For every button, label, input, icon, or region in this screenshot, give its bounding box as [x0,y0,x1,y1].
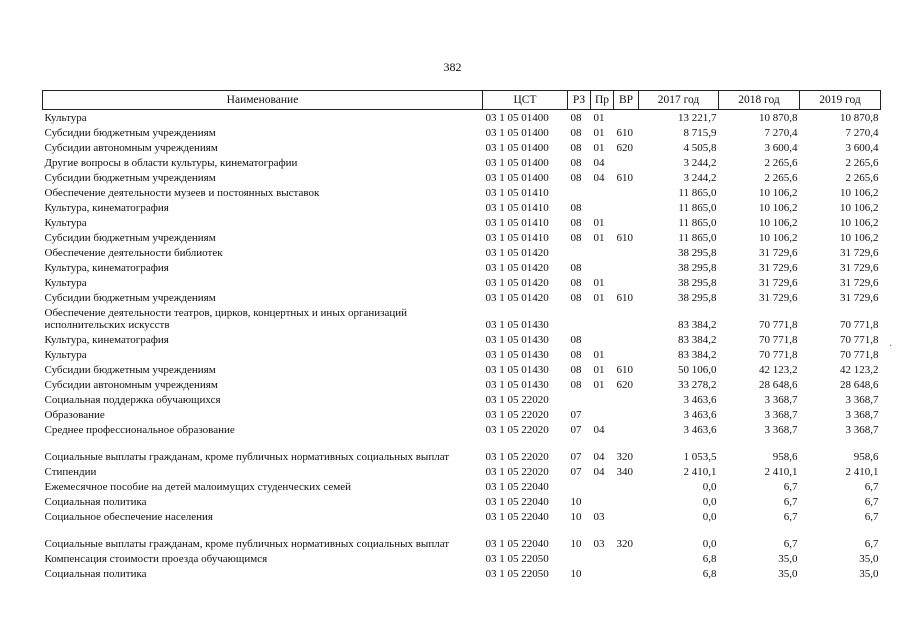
row-rz [568,551,591,566]
row-value-2019: 3 368,7 [845,409,879,422]
row-value-2017: 11 865,0 [678,187,717,200]
row-rz: 08 [570,112,582,125]
row-rz: 08 [570,349,582,362]
row-name: Субсидии бюджетным учреждениям [44,292,216,305]
row-value-2017: 2 410,1 [683,466,717,479]
row-rz: 07 [570,451,582,464]
row-value-2017: 0,0 [702,511,717,524]
row-pr [591,200,614,215]
row-value-2017: 38 295,8 [678,247,717,260]
row-pr: 01 [593,112,605,125]
row-value-2019: 10 106,2 [840,232,879,245]
row-value-2018: 6,7 [783,538,798,551]
row-vr [614,305,639,332]
table-row [43,437,881,464]
row-rz: 10 [570,538,582,551]
row-vr [614,407,639,422]
row-value-2018: 958,6 [772,451,798,464]
row-rz: 08 [570,172,582,185]
row-pr: 01 [593,232,605,245]
row-pr: 01 [593,217,605,230]
row-value-2018: 10 106,2 [759,202,798,215]
row-value-2017: 3 463,6 [683,424,717,437]
row-rz: 08 [570,379,582,392]
row-value-2018: 31 729,6 [759,292,798,305]
row-value-2019: 10 106,2 [840,217,879,230]
row-value-2017: 6,8 [702,568,717,581]
row-value-2017: 33 278,2 [678,379,717,392]
row-code: 03 1 05 01420 [485,292,549,305]
row-name: Культура, кинематография [44,334,169,347]
row-rz: 08 [570,262,582,275]
row-name: Субсидии бюджетным учреждениям [44,172,216,185]
row-value-2017: 38 295,8 [678,277,717,290]
table-row [43,290,881,305]
row-code: 03 1 05 01400 [485,172,549,185]
row-code: 03 1 05 01420 [485,277,549,290]
row-value-2018: 70 771,8 [759,319,798,332]
row-value-2018: 2 265,6 [764,172,798,185]
row-name: Социальное обеспечение населения [44,511,213,524]
row-code: 03 1 05 01420 [485,262,549,275]
row-value-2018: 31 729,6 [759,247,798,260]
row-vr [614,110,639,126]
row-pr: 04 [593,466,605,479]
row-value-2017: 83 384,2 [678,319,717,332]
row-name: Среднее профессиональное образование [44,424,235,437]
row-value-2018: 31 729,6 [759,277,798,290]
row-code: 03 1 05 01430 [485,379,549,392]
row-value-2017: 1 053,5 [683,451,717,464]
row-vr [614,494,639,509]
row-vr: 620 [616,142,633,155]
row-pr: 01 [593,292,605,305]
table-row [43,524,881,551]
row-vr: 610 [616,292,633,305]
header-2017: 2017 год [639,91,719,110]
row-vr [614,260,639,275]
header-rz: РЗ [568,91,591,110]
budget-table [42,90,881,581]
table-body [43,110,881,582]
row-vr [614,479,639,494]
row-value-2017: 3 463,6 [683,409,717,422]
row-value-2018: 70 771,8 [759,349,798,362]
table-row [43,347,881,362]
row-code: 03 1 05 22020 [485,394,549,407]
row-pr: 01 [593,127,605,140]
row-value-2019: 958,6 [853,451,879,464]
row-value-2019: 70 771,8 [840,334,879,347]
row-code: 03 1 05 22020 [485,466,549,479]
row-code: 03 1 05 22040 [485,496,549,509]
row-vr [614,566,639,581]
table-row [43,422,881,437]
row-vr [614,155,639,170]
row-code: 03 1 05 01410 [485,232,549,245]
row-rz [568,185,591,200]
row-value-2018: 2 410,1 [764,466,798,479]
row-value-2018: 2 265,6 [764,157,798,170]
row-rz: 08 [570,142,582,155]
row-rz: 10 [570,511,582,524]
row-value-2019: 6,7 [864,481,879,494]
row-value-2019: 28 648,6 [840,379,879,392]
row-pr: 01 [593,277,605,290]
row-value-2017: 11 865,0 [678,217,717,230]
table-row [43,509,881,524]
table-row [43,479,881,494]
row-value-2018: 28 648,6 [759,379,798,392]
row-pr: 01 [593,142,605,155]
row-value-2019: 35,0 [859,568,879,581]
row-rz: 08 [570,292,582,305]
row-code: 03 1 05 01400 [485,127,549,140]
table-row [43,215,881,230]
row-value-2018: 42 123,2 [759,364,798,377]
table-row [43,125,881,140]
row-pr [591,332,614,347]
row-rz: 07 [570,466,582,479]
row-pr [591,551,614,566]
row-value-2018: 6,7 [783,511,798,524]
row-name: Социальная политика [44,496,147,509]
row-value-2017: 50 106,0 [678,364,717,377]
row-name: Культура, кинематография [44,202,169,215]
row-name: Обеспечение деятельности библиотек [44,247,223,260]
row-name: Культура [44,217,87,230]
header-vr: ВР [614,91,639,110]
row-pr [591,185,614,200]
table-row [43,275,881,290]
row-code: 03 1 05 22020 [485,409,549,422]
row-value-2017: 38 295,8 [678,262,717,275]
row-code: 03 1 05 22040 [485,481,549,494]
row-value-2017: 0,0 [702,481,717,494]
row-name: Обеспечение деятельности театров, цирков, концертных и иных организаций исполнительских искусств [44,307,408,332]
row-vr: 620 [616,379,633,392]
row-code: 03 1 05 01400 [485,157,549,170]
table-row [43,551,881,566]
row-name: Субсидии автономным учреждениям [44,379,218,392]
row-value-2017: 8 715,9 [683,127,717,140]
row-rz: 07 [570,409,582,422]
table-row [43,305,881,332]
row-vr [614,422,639,437]
row-value-2017: 0,0 [702,496,717,509]
table-row [43,377,881,392]
row-value-2019: 10 870,8 [840,112,879,125]
row-code: 03 1 05 22050 [485,553,549,566]
row-name: Культура, кинематография [44,262,169,275]
row-value-2019: 3 600,4 [845,142,879,155]
row-pr [591,494,614,509]
table-row [43,566,881,581]
row-pr: 03 [593,511,605,524]
row-name: Субсидии автономным учреждениям [44,142,218,155]
row-vr [614,551,639,566]
row-code: 03 1 05 22020 [485,424,549,437]
row-name: Культура [44,277,87,290]
row-vr [614,509,639,524]
row-code: 03 1 05 01400 [485,112,549,125]
row-value-2018: 3 368,7 [764,424,798,437]
row-vr: 610 [616,127,633,140]
row-value-2018: 6,7 [783,496,798,509]
row-code: 03 1 05 22040 [485,538,549,551]
table-row [43,464,881,479]
row-rz: 08 [570,364,582,377]
row-value-2017: 3 463,6 [683,394,717,407]
row-pr [591,245,614,260]
row-value-2018: 10 106,2 [759,217,798,230]
table-row [43,494,881,509]
row-pr: 04 [593,172,605,185]
table-row [43,245,881,260]
row-vr [614,392,639,407]
row-value-2019: 2 265,6 [845,157,879,170]
header-2019: 2019 год [800,91,881,110]
row-value-2019: 6,7 [864,511,879,524]
row-vr [614,215,639,230]
row-value-2019: 10 106,2 [840,202,879,215]
row-rz [568,392,591,407]
row-value-2017: 6,8 [702,553,717,566]
row-value-2019: 31 729,6 [840,277,879,290]
row-name: Субсидии бюджетным учреждениям [44,127,216,140]
table-row [43,332,881,347]
row-rz [568,245,591,260]
row-pr: 04 [593,157,605,170]
row-vr: 320 [616,451,633,464]
table-row [43,392,881,407]
header-pr: Пр [591,91,614,110]
row-rz: 08 [570,202,582,215]
table-row [43,170,881,185]
table-row [43,200,881,215]
table-header [43,91,881,110]
row-code: 03 1 05 01410 [485,187,549,200]
row-vr: 340 [616,466,633,479]
row-pr: 01 [593,379,605,392]
row-name: Социальные выплаты гражданам, кроме публичных нормативных социальных выплат [44,451,450,464]
table-row [43,407,881,422]
row-name: Субсидии бюджетным учреждениям [44,364,216,377]
row-name: Социальная поддержка обучающихся [44,394,221,407]
row-value-2019: 3 368,7 [845,394,879,407]
row-rz: 08 [570,232,582,245]
row-value-2018: 31 729,6 [759,262,798,275]
row-vr [614,347,639,362]
row-name: Стипендии [44,466,97,479]
row-value-2017: 83 384,2 [678,349,717,362]
row-value-2017: 11 865,0 [678,232,717,245]
row-value-2017: 83 384,2 [678,334,717,347]
row-rz: 08 [570,127,582,140]
row-value-2018: 10 106,2 [759,232,798,245]
row-vr: 320 [616,538,633,551]
row-vr: 610 [616,232,633,245]
row-value-2019: 31 729,6 [840,247,879,260]
row-vr: 610 [616,364,633,377]
row-code: 03 1 05 01400 [485,142,549,155]
row-value-2018: 3 368,7 [764,394,798,407]
header-code: ЦСТ [483,91,568,110]
row-code: 03 1 05 01430 [485,334,549,347]
row-pr: 01 [593,364,605,377]
table-row [43,185,881,200]
row-name: Компенсация стоимости проезда обучающимся [44,553,268,566]
row-pr: 03 [593,538,605,551]
row-rz: 07 [570,424,582,437]
table-row [43,110,881,126]
row-value-2018: 10 870,8 [759,112,798,125]
row-pr [591,407,614,422]
row-code: 03 1 05 22020 [485,451,549,464]
row-pr: 01 [593,349,605,362]
row-name: Другие вопросы в области культуры, кинематографии [44,157,298,170]
row-vr: 610 [616,172,633,185]
row-name: Ежемесячное пособие на детей малоимущих студенческих семей [44,481,351,494]
row-value-2017: 0,0 [702,538,717,551]
header-name: Наименование [43,91,483,110]
row-value-2019: 35,0 [859,553,879,566]
row-value-2019: 2 410,1 [845,466,879,479]
header-row [43,91,881,110]
row-code: 03 1 05 01430 [485,319,549,332]
row-code: 03 1 05 01410 [485,202,549,215]
row-value-2019: 70 771,8 [840,349,879,362]
row-value-2018: 70 771,8 [759,334,798,347]
row-code: 03 1 05 01430 [485,349,549,362]
row-value-2018: 3 368,7 [764,409,798,422]
row-code: 03 1 05 01410 [485,217,549,230]
row-value-2017: 38 295,8 [678,292,717,305]
row-value-2018: 7 270,4 [764,127,798,140]
row-name: Образование [44,409,105,422]
row-value-2019: 31 729,6 [840,262,879,275]
row-value-2017: 3 244,2 [683,157,717,170]
row-name: Обеспечение деятельности музеев и постоянных выставок [44,187,320,200]
row-pr [591,479,614,494]
table-row [43,140,881,155]
row-vr [614,275,639,290]
row-value-2017: 4 505,8 [683,142,717,155]
row-rz: 10 [570,496,582,509]
row-pr [591,566,614,581]
row-value-2018: 3 600,4 [764,142,798,155]
row-vr [614,245,639,260]
row-rz: 10 [570,568,582,581]
margin-mark: · [889,341,893,352]
row-value-2019: 10 106,2 [840,187,879,200]
row-name: Социальная политика [44,568,147,581]
row-value-2018: 6,7 [783,481,798,494]
row-value-2017: 13 221,7 [678,112,717,125]
row-value-2019: 70 771,8 [840,319,879,332]
row-value-2019: 2 265,6 [845,172,879,185]
row-code: 03 1 05 01430 [485,364,549,377]
row-name: Культура [44,112,87,125]
row-vr [614,332,639,347]
row-value-2019: 3 368,7 [845,424,879,437]
row-value-2018: 35,0 [778,568,798,581]
row-code: 03 1 05 01420 [485,247,549,260]
row-vr [614,200,639,215]
row-rz: 08 [570,217,582,230]
row-pr [591,305,614,332]
row-name: Субсидии бюджетным учреждениям [44,232,216,245]
row-value-2019: 7 270,4 [845,127,879,140]
row-value-2018: 35,0 [778,553,798,566]
row-value-2019: 6,7 [864,496,879,509]
table-row [43,155,881,170]
row-value-2019: 6,7 [864,538,879,551]
row-pr [591,260,614,275]
row-pr: 04 [593,424,605,437]
row-value-2017: 11 865,0 [678,202,717,215]
page-number: 382 [443,60,462,74]
row-name: Культура [44,349,87,362]
row-rz [568,479,591,494]
row-rz [568,305,591,332]
header-2018: 2018 год [719,91,800,110]
row-value-2019: 42 123,2 [840,364,879,377]
row-code: 03 1 05 22040 [485,511,549,524]
row-pr: 04 [593,451,605,464]
row-value-2018: 10 106,2 [759,187,798,200]
row-rz: 08 [570,334,582,347]
row-code: 03 1 05 22050 [485,568,549,581]
table-row [43,260,881,275]
table-row [43,362,881,377]
row-name: Социальные выплаты гражданам, кроме публичных нормативных социальных выплат [44,538,450,551]
row-value-2017: 3 244,2 [683,172,717,185]
row-value-2019: 31 729,6 [840,292,879,305]
table-row [43,230,881,245]
row-vr [614,185,639,200]
row-pr [591,392,614,407]
row-rz: 08 [570,277,582,290]
row-rz: 08 [570,157,582,170]
